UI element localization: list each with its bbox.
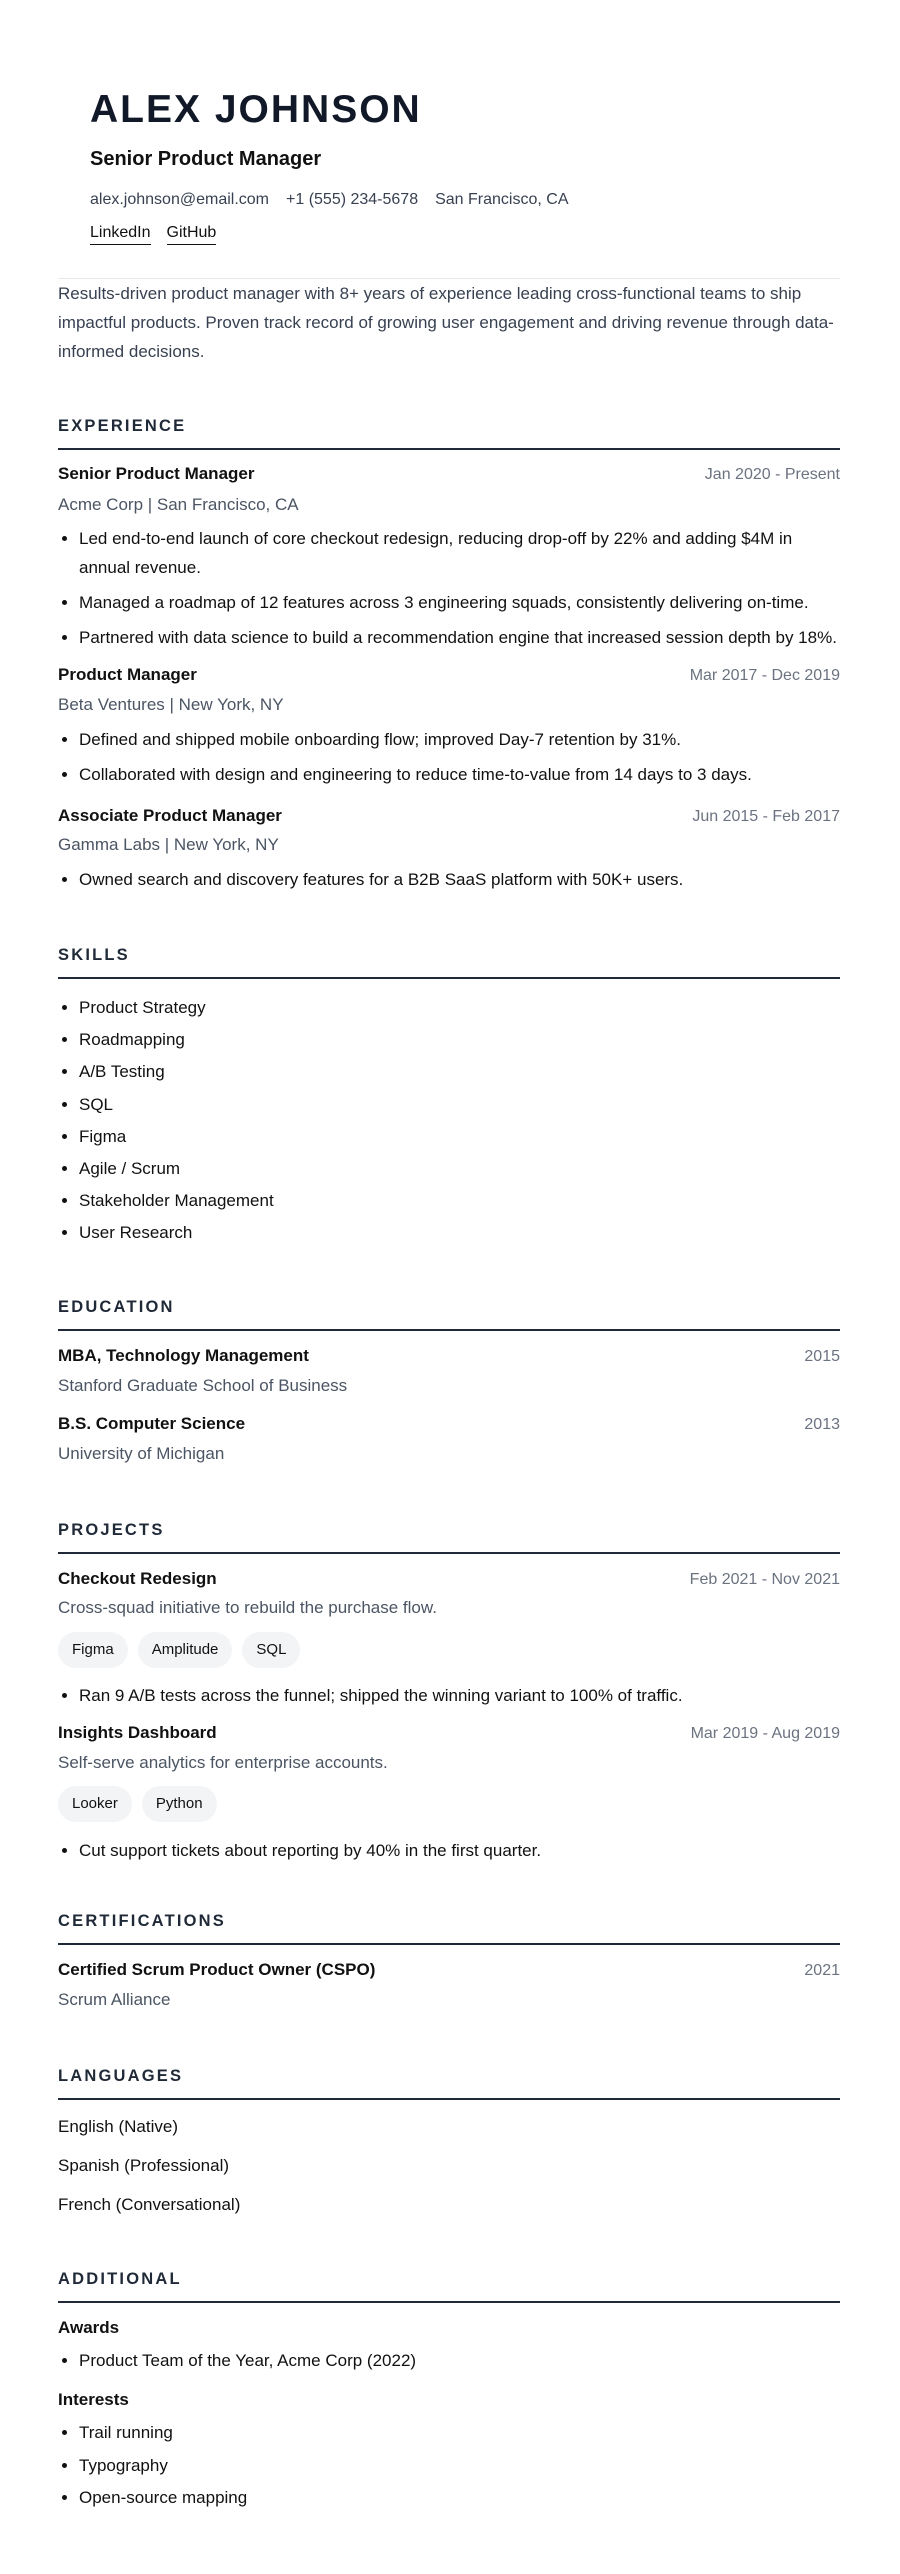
job-title: Senior Product Manager: [58, 464, 255, 483]
list-item: • Collaborated with design and engineering to reduce time-to-value from 14 days to 3 days.: [79, 760, 840, 789]
certification-issuer: Scrum Alliance: [58, 1990, 171, 2009]
project-description: Cross-squad initiative to rebuild the purchase flow.: [58, 1598, 437, 1617]
skill-item: • Figma: [79, 1121, 861, 1153]
tag-chip: Python: [142, 1786, 217, 1822]
degree-year: 2015: [804, 1348, 840, 1365]
education-entry: [58, 1346, 840, 1366]
project-tags: [58, 1786, 840, 1822]
project-date: Feb 2021 - Nov 2021: [689, 1571, 840, 1588]
experience-section: [58, 414, 840, 889]
project-description: Self-serve analytics for enterprise accounts.: [58, 1753, 388, 1772]
professional-summary: Results-driven product manager with 8+ years of experience leading cross-functional teams to ship impactful products. Proven track record of growing user engagement and driving revenue through data-informed decisions.: [58, 284, 834, 361]
job-company: Gamma Labs | New York, NY: [58, 835, 279, 854]
degree-title: B.S. Computer Science: [58, 1414, 246, 1433]
section-title: EXPERIENCE: [58, 414, 840, 450]
list-item: • Cut support tickets about reporting by 40% in the first quarter.: [79, 1836, 861, 1865]
job-date: Jun 2015 - Feb 2017: [692, 808, 840, 825]
interests-heading: Interests: [58, 2390, 129, 2409]
awards-heading: Awards: [58, 2318, 120, 2337]
list-item: • Typography: [79, 2450, 861, 2483]
list-item: • Partnered with data science to build a recommendation engine that increased session depth by 18%.: [79, 623, 840, 652]
project-tags: [58, 1632, 840, 1668]
skill-item: • User Research: [79, 1217, 861, 1249]
education-entry: [58, 1414, 840, 1434]
contact-location: San Francisco, CA: [435, 191, 569, 208]
school-name: University of Michigan: [58, 1444, 225, 1463]
job-bullets: [58, 725, 840, 789]
contact-phone: +1 (555) 234-5678: [286, 191, 419, 208]
list-item: • Owned search and discovery features for a B2B SaaS platform with 50K+ users.: [79, 865, 840, 894]
resume-header: [90, 82, 850, 245]
degree-title: MBA, Technology Management: [58, 1346, 309, 1365]
job-company: Beta Ventures | New York, NY: [58, 695, 284, 714]
job-date: Mar 2017 - Dec 2019: [689, 667, 840, 684]
section-title: LANGUAGES: [58, 2064, 840, 2100]
skill-item: • Stakeholder Management: [79, 1185, 861, 1217]
job-title: Product Manager: [58, 665, 197, 684]
tag-chip: Looker: [58, 1786, 132, 1822]
section-title: SKILLS: [58, 943, 840, 979]
list-item: • Led end-to-end launch of core checkout redesign, reducing drop-off by 22% and adding $4M in annual revenue.: [79, 524, 840, 582]
candidate-name: ALEX JOHNSON: [90, 88, 422, 131]
skill-item: • A/B Testing: [79, 1056, 861, 1088]
job-date: Jan 2020 - Present: [704, 466, 840, 483]
project-bullets: [58, 1836, 861, 1865]
certification-entry: [58, 1960, 840, 1980]
language-item: English (Native): [58, 2117, 178, 2136]
languages-section: [58, 2064, 840, 2214]
job-bullets: [58, 865, 840, 894]
section-title: ADDITIONAL: [58, 2267, 840, 2303]
section-title: EDUCATION: [58, 1295, 840, 1331]
project-bullets: [58, 1681, 861, 1710]
interests-list: [58, 2417, 861, 2515]
project-entry: [58, 1723, 840, 1743]
job-entry: [58, 464, 840, 484]
tag-chip: Amplitude: [138, 1632, 233, 1668]
job-bullets: [58, 524, 840, 652]
certification-year: 2021: [804, 1962, 840, 1979]
candidate-role: Senior Product Manager: [90, 148, 322, 170]
list-item: • Ran 9 A/B tests across the funnel; shipped the winning variant to 100% of traffic.: [79, 1681, 861, 1710]
awards-list: [58, 2344, 861, 2378]
school-name: Stanford Graduate School of Business: [58, 1376, 348, 1395]
list-item: • Open-source mapping: [79, 2482, 861, 2515]
job-entry: [58, 665, 840, 685]
job-entry: [58, 806, 840, 826]
list-item: • Defined and shipped mobile onboarding flow; improved Day-7 retention by 31%.: [79, 725, 840, 754]
certifications-section: [58, 1909, 840, 2009]
contact-row: [90, 188, 850, 212]
education-section: [58, 1295, 840, 1463]
tag-chip: SQL: [242, 1632, 300, 1668]
skill-item: • Product Strategy: [79, 992, 861, 1024]
project-entry: [58, 1569, 840, 1589]
project-name: Insights Dashboard: [58, 1723, 217, 1742]
certification-name: Certified Scrum Product Owner (CSPO): [58, 1960, 376, 1979]
skill-item: • SQL: [79, 1089, 861, 1121]
project-date: Mar 2019 - Aug 2019: [690, 1725, 840, 1742]
job-title: Associate Product Manager: [58, 806, 282, 825]
additional-section: [58, 2267, 840, 2507]
list-item: • Managed a roadmap of 12 features across 3 engineering squads, consistently delivering on-time.: [79, 588, 840, 617]
list-item: • Trail running: [79, 2417, 861, 2450]
skill-item: • Roadmapping: [79, 1024, 861, 1056]
project-name: Checkout Redesign: [58, 1569, 217, 1588]
list-item: • Product Team of the Year, Acme Corp (2022): [79, 2344, 861, 2378]
projects-section: [58, 1518, 840, 1860]
skills-list: [58, 992, 861, 1250]
skills-section: [58, 943, 840, 1243]
language-item: French (Conversational): [58, 2195, 241, 2214]
profile-links: [90, 222, 850, 245]
degree-year: 2013: [804, 1416, 840, 1433]
github-link[interactable]: GitHub: [167, 222, 217, 245]
section-title: PROJECTS: [58, 1518, 840, 1554]
skill-item: • Agile / Scrum: [79, 1153, 861, 1185]
section-title: CERTIFICATIONS: [58, 1909, 840, 1945]
linkedin-link[interactable]: LinkedIn: [90, 222, 151, 245]
job-company: Acme Corp | San Francisco, CA: [58, 495, 299, 514]
contact-email: alex.johnson@email.com: [90, 191, 269, 208]
tag-chip: Figma: [58, 1632, 128, 1668]
language-item: Spanish (Professional): [58, 2156, 230, 2175]
